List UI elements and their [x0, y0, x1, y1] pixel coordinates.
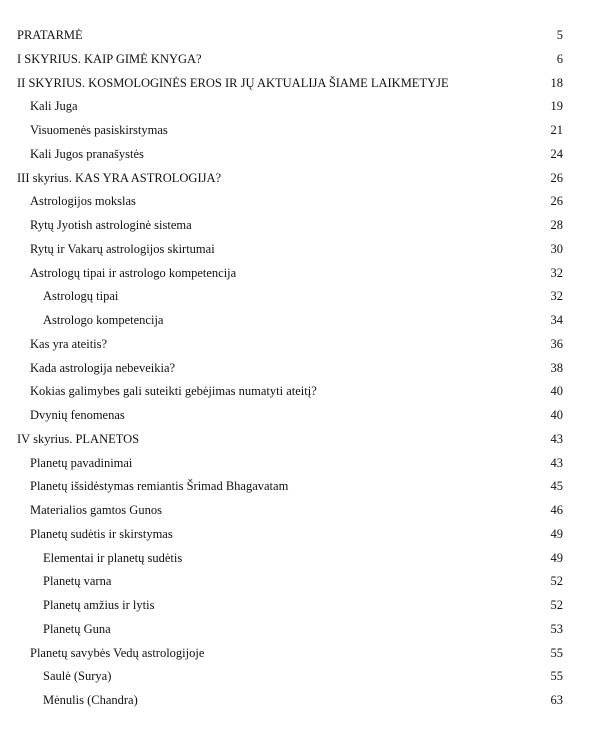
- toc-entry-title: Kas yra ateitis?: [30, 336, 108, 351]
- toc-entry-title: Planetų amžius ir lytis: [43, 598, 155, 612]
- toc-entry-page: 26: [550, 194, 563, 209]
- toc-entry[interactable]: [17, 382, 563, 406]
- toc-entry-page: 52: [550, 574, 563, 589]
- toc-entry-page: 32: [550, 289, 563, 304]
- toc-entry-page: 43: [550, 455, 563, 470]
- toc-entry[interactable]: [17, 430, 563, 454]
- toc-entry-title: Visuomenės pasiskirstymas: [30, 123, 168, 137]
- toc-entry-title: Saulė (Surya): [43, 669, 112, 684]
- toc-entry[interactable]: [17, 667, 563, 691]
- toc-entry-title: Kada astrologija nebeveikia?: [30, 360, 176, 375]
- toc-entry-page: 24: [550, 146, 563, 161]
- toc-entry-page: 49: [550, 550, 563, 565]
- toc-entry[interactable]: [17, 311, 563, 335]
- toc-entry-title: Rytų Jyotish astrologinė sistema: [30, 218, 192, 232]
- toc-entry-page: 26: [550, 170, 563, 185]
- toc-entry-title: Astrologijos mokslas: [30, 194, 136, 209]
- toc-entry[interactable]: [17, 477, 563, 501]
- toc-entry-page: 49: [550, 526, 563, 541]
- toc-entry-page: 43: [550, 431, 563, 446]
- toc-entry[interactable]: [17, 406, 563, 430]
- toc-entry-title: Planetų išsidėstymas remiantis Šrimad Bhagavatam: [30, 479, 289, 494]
- toc-entry-page: 28: [550, 218, 563, 232]
- toc-entry[interactable]: [17, 97, 563, 121]
- toc-entry-page: 52: [550, 598, 563, 612]
- toc-entry[interactable]: [17, 691, 563, 715]
- toc-entry-title: III skyrius. KAS YRA ASTROLOGIJA?: [17, 170, 222, 185]
- toc-entry[interactable]: [17, 26, 563, 50]
- toc-entry-title: PRATARMĖ: [17, 28, 83, 42]
- toc-entry-title: Materialios gamtos Gunos: [30, 503, 162, 517]
- toc-entry[interactable]: [17, 287, 563, 311]
- toc-entry-page: 36: [550, 336, 563, 351]
- toc-entry[interactable]: [17, 50, 563, 74]
- toc-entry-title: II SKYRIUS. KOSMOLOGINĖS EROS IR JŲ AKTUALIJA ŠIAME LAIKMETYJE: [17, 75, 449, 90]
- toc-entry-title: Planetų Guna: [43, 621, 111, 636]
- toc-entry-page: 6: [556, 51, 563, 66]
- toc-entry[interactable]: [17, 596, 563, 620]
- toc-entry-title: I SKYRIUS. KAIP GIMĖ KNYGA?: [17, 51, 202, 66]
- toc-entry-page: 40: [550, 384, 563, 399]
- toc-entry-title: Astrologo kompetencija: [43, 313, 164, 327]
- toc-entry-title: Planetų varna: [43, 574, 112, 589]
- toc-entry[interactable]: [17, 169, 563, 193]
- toc-entry[interactable]: [17, 145, 563, 169]
- toc-entry-title: Planetų savybės Vedų astrologijoje: [30, 645, 205, 660]
- toc-entry-title: Astrologų tipai ir astrologo kompetencija: [30, 265, 237, 280]
- toc-entry-title: Kokias galimybes gali suteikti gebėjimas numatyti ateitį?: [30, 384, 317, 399]
- toc-entry-page: 30: [550, 241, 563, 256]
- toc-entry-page: 32: [550, 265, 563, 280]
- toc-entry-page: 53: [550, 621, 563, 636]
- toc-entry[interactable]: [17, 192, 563, 216]
- toc-entry[interactable]: [17, 240, 563, 264]
- toc-entry-page: 45: [550, 479, 563, 494]
- toc-entry[interactable]: [17, 454, 563, 478]
- toc-entry[interactable]: [17, 359, 563, 383]
- toc-entry-page: 18: [550, 75, 563, 90]
- toc-entry-title: Planetų pavadinimai: [30, 455, 133, 470]
- toc-entry[interactable]: [17, 74, 563, 98]
- toc-entry[interactable]: [17, 216, 563, 240]
- toc-entry-page: 34: [550, 313, 563, 327]
- toc-entry[interactable]: [17, 620, 563, 644]
- toc-entry-page: 55: [550, 645, 563, 660]
- toc-entry-title: Rytų ir Vakarų astrologijos skirtumai: [30, 241, 215, 256]
- toc-entry[interactable]: [17, 644, 563, 668]
- toc-entry-title: Astrologų tipai: [43, 289, 119, 304]
- toc-entry-title: Kali Juga: [30, 99, 78, 114]
- toc-entry-page: 21: [550, 123, 563, 137]
- toc-entry-title: Mėnulis (Chandra): [43, 693, 138, 707]
- toc-entry[interactable]: [17, 525, 563, 549]
- toc-entry-page: 5: [556, 28, 563, 42]
- toc-entry[interactable]: [17, 121, 563, 145]
- toc-entry-page: 55: [550, 669, 563, 684]
- toc-entry-title: Planetų sudėtis ir skirstymas: [30, 526, 173, 541]
- toc-entry-page: 19: [550, 99, 563, 114]
- toc-entry-title: IV skyrius. PLANETOS: [17, 431, 140, 446]
- toc-entry-title: Dvynių fenomenas: [30, 408, 125, 422]
- toc-entry-page: 63: [550, 693, 563, 707]
- toc-entry[interactable]: [17, 501, 563, 525]
- toc-entry-title: Kali Jugos pranašystės: [30, 146, 144, 161]
- table-of-contents: [17, 26, 563, 715]
- toc-entry-page: 46: [550, 503, 563, 517]
- toc-entry[interactable]: [17, 572, 563, 596]
- toc-entry[interactable]: [17, 335, 563, 359]
- toc-entry[interactable]: [17, 264, 563, 288]
- toc-entry-page: 40: [550, 408, 563, 422]
- toc-entry-page: 38: [550, 360, 563, 375]
- toc-entry[interactable]: [17, 549, 563, 573]
- toc-entry-title: Elementai ir planetų sudėtis: [43, 550, 183, 565]
